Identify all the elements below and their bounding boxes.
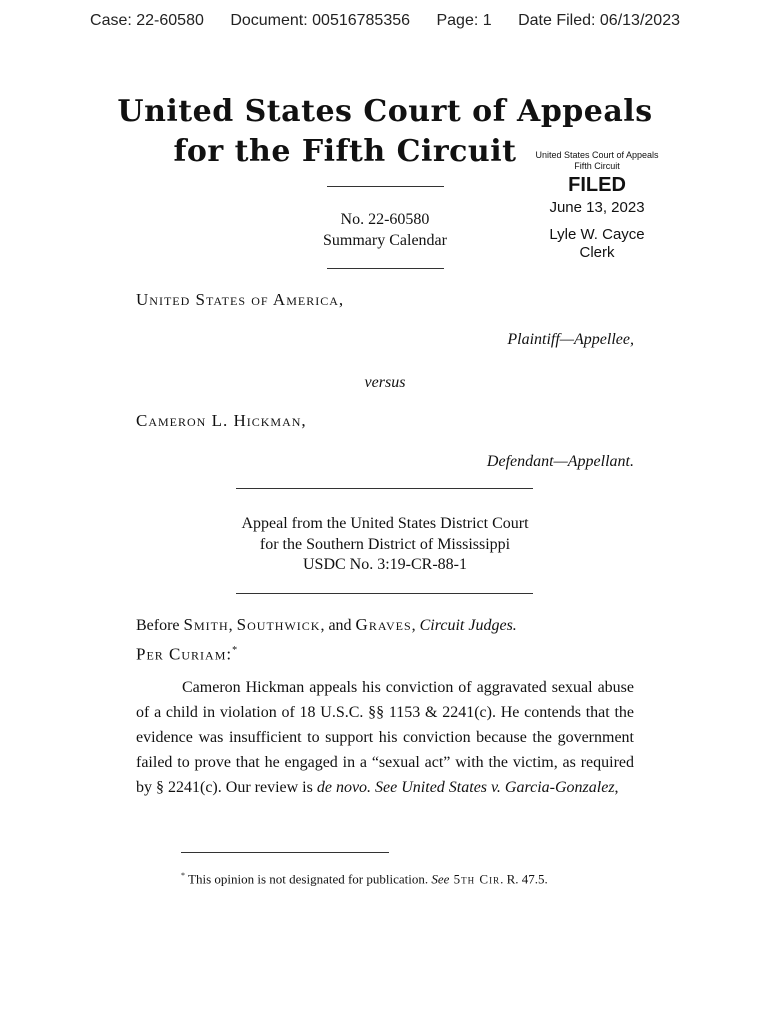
footnote-text: This opinion is not designated for publication.	[185, 871, 432, 887]
divider	[327, 268, 444, 269]
case-number: No. 22-60580	[340, 211, 430, 228]
court-title-line2: for the Fifth Circuit	[173, 134, 517, 169]
appeal-docket: USDC No. 3:19-CR-88-1	[302, 556, 467, 573]
date-filed-stamp: Date Filed: 06/13/2023	[518, 12, 680, 29]
opinion-paragraph	[136, 675, 634, 800]
separator: , and	[320, 617, 356, 634]
plaintiff-role: Plaintiff—Appellee,	[507, 331, 634, 348]
calendar-type: Summary Calendar	[323, 232, 447, 249]
stamp-filed-date: June 13, 2023	[549, 199, 645, 216]
footnote-rule-c: . R. 47.5.	[500, 871, 548, 887]
judges-title: Circuit Judges.	[419, 617, 517, 634]
appeal-line2: for the Southern District of Mississippi	[259, 536, 511, 553]
court-title-line1: United States Court of Appeals	[117, 94, 653, 129]
defendant-role: Defendant—Appellant.	[486, 453, 634, 470]
judge-name: Southwick	[236, 615, 321, 634]
opinion-text: Cameron Hickman appeals his conviction of aggravated sexual abuse of a child in violation of 18 U.S.C. §§ 1153 & 2241(c). He contends that the evidence was insufficient to support his conviction because the government failed to prove that he engaged in a “sexual act” with the victim, as required by § 2241(c). Our review is	[136, 679, 634, 796]
filing-header	[0, 12, 770, 30]
case-number-stamp: Case: 22-60580	[90, 12, 204, 29]
appeal-line1: Appeal from the United States District Court	[241, 515, 529, 532]
before-label: Before	[136, 617, 184, 634]
separator: ,	[228, 617, 237, 634]
divider	[327, 186, 444, 187]
footnote-rule-a: 5th	[449, 871, 480, 887]
judge-name: Smith	[183, 615, 229, 634]
footnote-rule-b: Cir	[479, 871, 501, 887]
stamp-court-name: United States Court of Appeals	[535, 150, 659, 160]
panel-line	[136, 614, 517, 637]
footnote	[181, 867, 548, 888]
case-citation: See United States v. Garcia-Gonzalez	[375, 779, 615, 796]
divider	[236, 488, 533, 489]
document-number-stamp: Document: 00516785356	[230, 12, 411, 29]
defendant-name: Cameron L. Hickman,	[136, 411, 307, 430]
stamp-clerk-title: Clerk	[579, 244, 615, 261]
judge-name: Graves	[355, 615, 412, 634]
footnote-marker: *	[232, 645, 238, 656]
per-curiam-label: Per Curiam:	[136, 644, 233, 664]
citation-punctuation: ,	[614, 779, 619, 796]
versus-label: versus	[364, 374, 406, 391]
divider	[236, 593, 533, 594]
footnote-divider	[181, 852, 389, 853]
per-curiam	[136, 640, 237, 666]
stamp-filed-label: FILED	[568, 174, 626, 196]
stamp-circuit-name: Fifth Circuit	[574, 161, 620, 171]
separator: ,	[411, 617, 420, 634]
standard-of-review: de novo.	[316, 779, 372, 796]
footnote-marker: *	[181, 871, 185, 880]
stamp-clerk-name: Lyle W. Cayce	[549, 226, 645, 243]
page-number-stamp: Page: 1	[436, 12, 492, 29]
footnote-see: See	[431, 871, 450, 887]
plaintiff-name: United States of America,	[136, 290, 345, 309]
